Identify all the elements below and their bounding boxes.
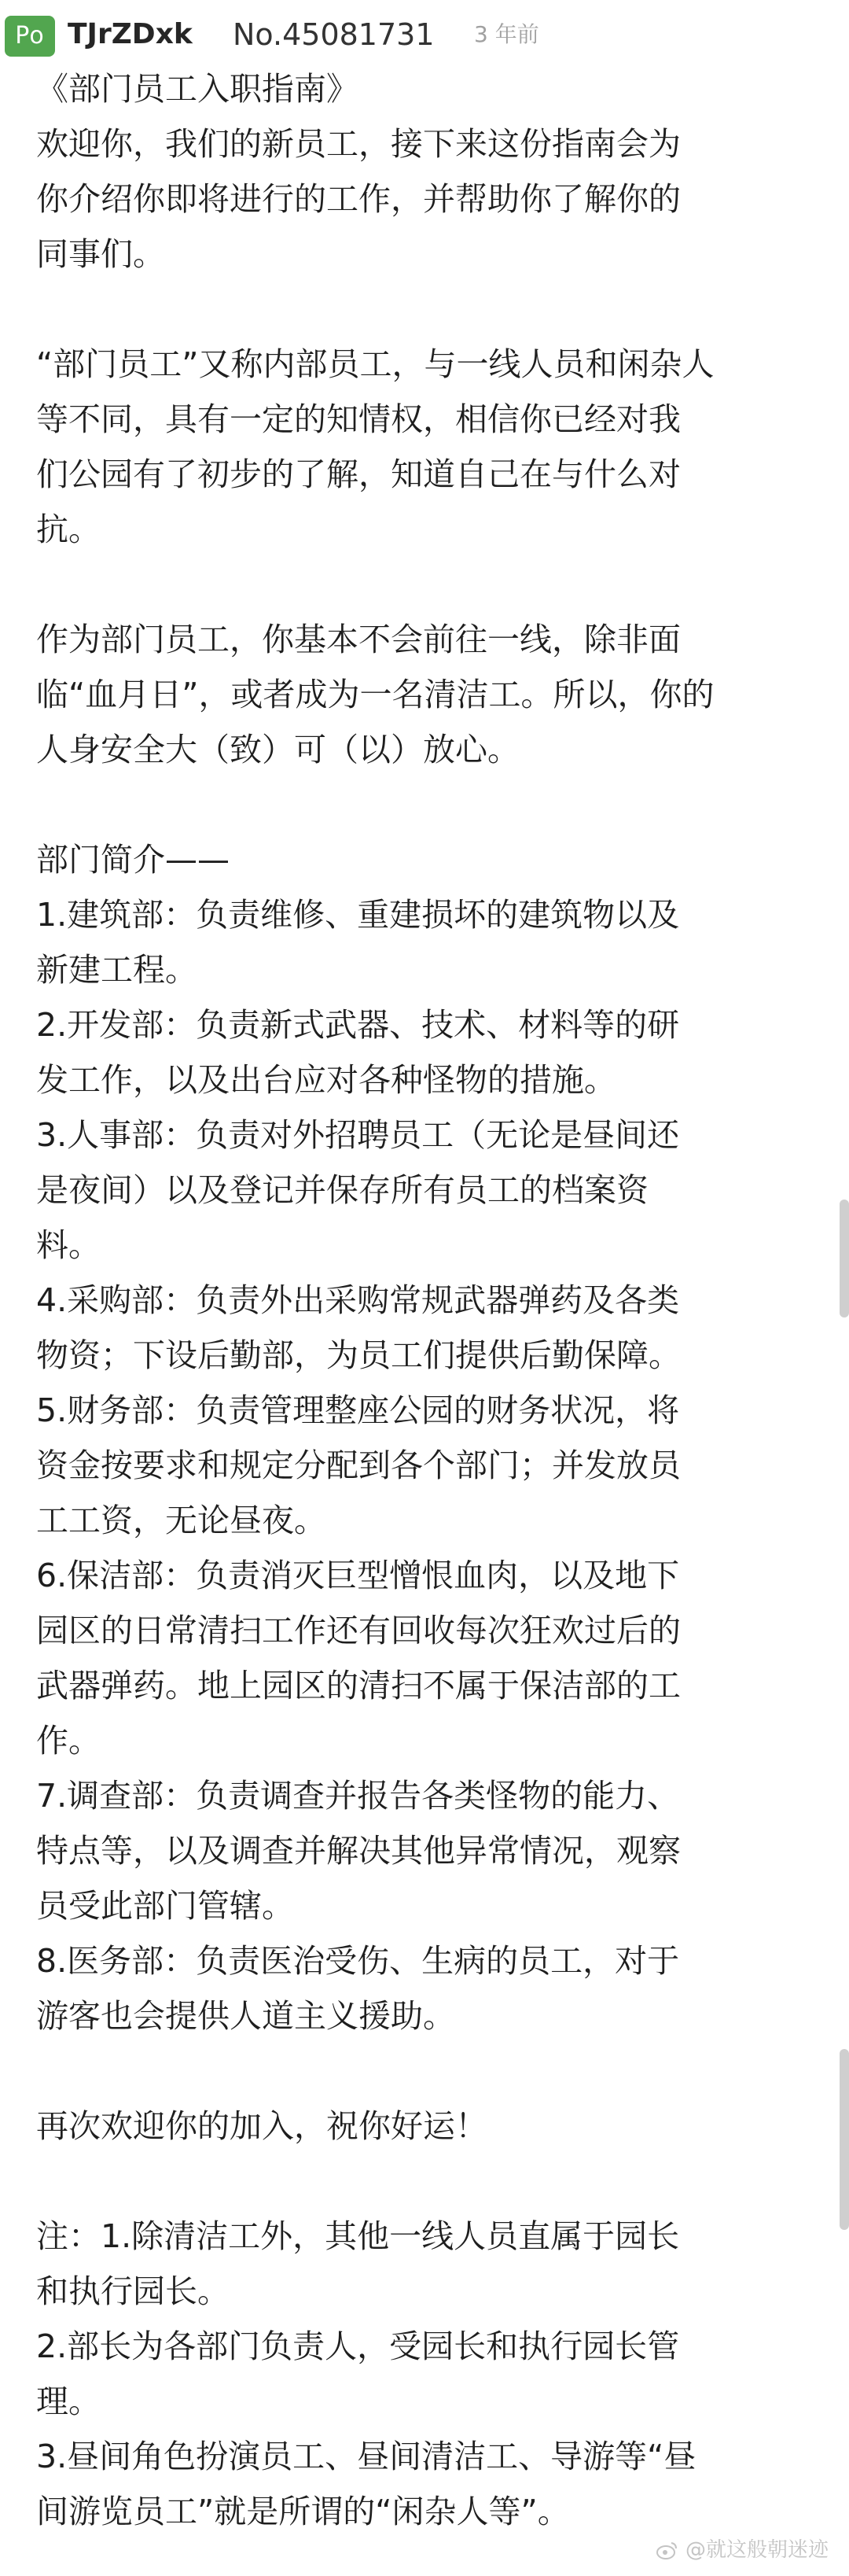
post-text-line: 作。 (36, 1722, 101, 1760)
post-text-line: 7.调查部：负责调查并报告各类怪物的能力、 (36, 1777, 680, 1815)
paragraph-spacer (36, 282, 822, 337)
weibo-icon (656, 2538, 679, 2562)
post-text-line: “部门员工”又称内部员工，与一线人员和闲杂人 (36, 345, 715, 383)
post-text-line: 作为部门员工，你基本不会前往一线，除非面 (36, 621, 681, 658)
scrollbar-thumb[interactable] (840, 2049, 849, 2230)
post-text-line: 游客也会提供人道主义援助。 (36, 1997, 455, 2035)
post-timestamp: 3 年前 (474, 21, 539, 47)
post-text-line: 你介绍你即将进行的工作，并帮助你了解你的 (36, 180, 681, 218)
post-text-line: 资金按要求和规定分配到各个部门；并发放员 (36, 1446, 681, 1484)
post-text-line: 再次欢迎你的加入，祝你好运！ (36, 2107, 487, 2145)
po-badge: Po (5, 16, 55, 57)
post-text-line: 物资；下设后勤部，为员工们提供后勤保障。 (36, 1336, 681, 1374)
post-text-line: 1.建筑部：负责维修、重建损坏的建筑物以及 (36, 896, 680, 934)
post-text-line: 料。 (36, 1226, 101, 1264)
poster-username[interactable]: TJrZDxk (68, 18, 193, 50)
post-text-line: 和执行园长。 (36, 2272, 230, 2310)
post-text-line: 4.采购部：负责外出采购常规武器弹药及各类 (36, 1281, 680, 1319)
post-text-line: 新建工程。 (36, 951, 197, 989)
post-text-line: 8.医务部：负责医治受伤、生病的员工，对于 (36, 1942, 680, 1980)
post-text-line: 人身安全大（致）可（以）放心。 (36, 731, 520, 768)
paragraph-spacer (36, 557, 822, 612)
post-text-line: 3.人事部：负责对外招聘员工（无论是昼间还 (36, 1116, 680, 1154)
post-text-line: 等不同，具有一定的知情权，相信你已经对我 (36, 400, 681, 438)
paragraph-spacer (36, 777, 822, 832)
post-text-line: 3.昼间角色扮演员工、昼间清洁工、导游等“昼 (36, 2438, 696, 2475)
post-text-line: 武器弹药。地上园区的清扫不属于保洁部的工 (36, 1667, 681, 1704)
post-text-line: 发工作，以及出台应对各种怪物的措施。 (36, 1061, 616, 1099)
paragraph-spacer (36, 2043, 822, 2099)
post-text-line: 2.部长为各部门负责人，受园长和执行园长管 (36, 2327, 680, 2365)
post-text-line: 工工资，无论昼夜。 (36, 1502, 326, 1539)
post-text-line: 理。 (36, 2383, 101, 2420)
post-number[interactable]: No.45081731 (233, 17, 435, 52)
post-text-line: 注：1.除清洁工外，其他一线人员直属于园长 (36, 2217, 680, 2255)
post-text-line: 5.财务部：负责管理整座公园的财务状况，将 (36, 1391, 680, 1429)
post-text-line: 特点等，以及调查并解决其他异常情况，观察 (36, 1832, 681, 1870)
paragraph-spacer (36, 2154, 822, 2209)
post-text-line: 临“血月日”，或者成为一名清洁工。所以，你的 (36, 676, 715, 713)
watermark (656, 2534, 829, 2566)
post-text-line: 2.开发部：负责新式武器、技术、材料等的研 (36, 1006, 680, 1044)
watermark-text: @就这般朝迷迹 (685, 2538, 829, 2562)
post-text-line: 是夜间）以及登记并保存所有员工的档案资 (36, 1171, 649, 1209)
scrollbar-thumb[interactable] (840, 1200, 849, 1317)
post-text-line: 同事们。 (36, 235, 165, 273)
post-text-line: 抗。 (36, 510, 101, 548)
post-text-line: 们公园有了初步的了解，知道自己在与什么对 (36, 455, 681, 493)
post-body (36, 61, 822, 2539)
post-text-line: 员受此部门管辖。 (36, 1887, 294, 1925)
post-text-line: 《部门员工入职指南》 (36, 70, 358, 108)
post-text-line: 6.保洁部：负责消灭巨型憎恨血肉，以及地下 (36, 1557, 680, 1594)
post-text-line: 欢迎你，我们的新员工，接下来这份指南会为 (36, 125, 681, 163)
post-text-line: 部门简介—— (36, 841, 230, 879)
post-text-line: 间游览员工”就是所谓的“闲杂人等”。 (36, 2493, 570, 2530)
post-text-line: 园区的日常清扫工作还有回收每次狂欢过后的 (36, 1612, 681, 1649)
